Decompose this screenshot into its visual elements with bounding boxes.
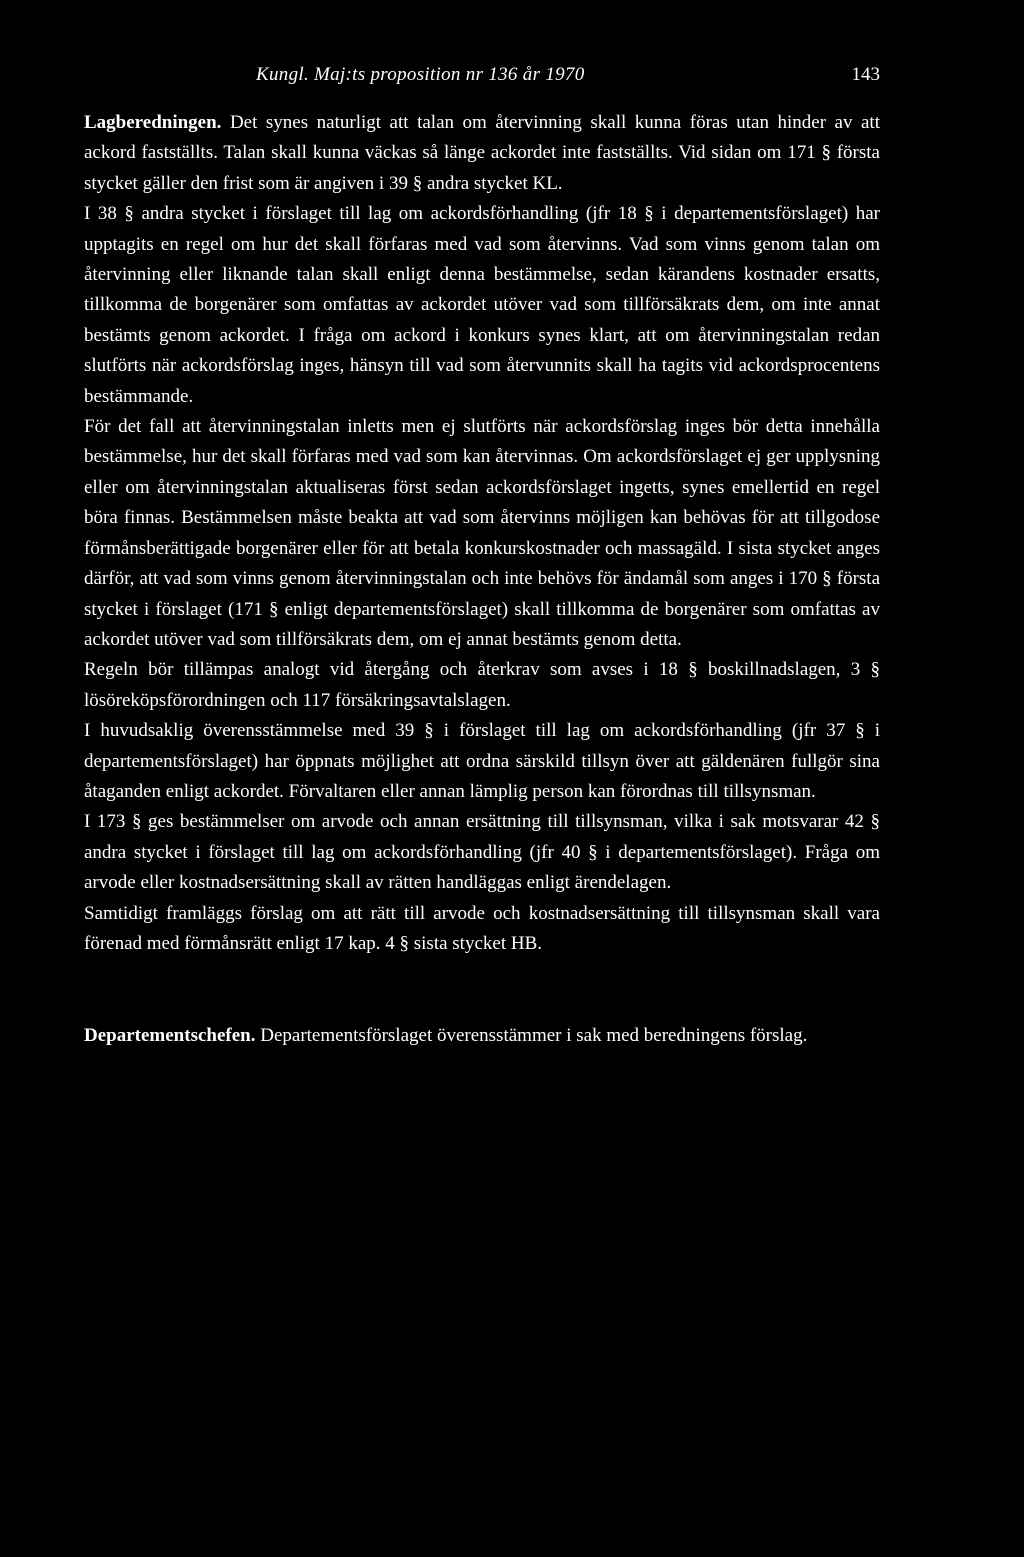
page-number: 143 xyxy=(851,64,880,85)
running-head xyxy=(84,64,880,88)
paragraph xyxy=(84,1021,880,1051)
paragraph: För det fall att återvinningstalan inletts men ej slutförts när ackordsförslag inges bör detta innehålla bestämmelse, hur det skall förfaras med vad som kan återvinnas. Om ackordsförslaget ej ger upplysning eller om återvinningstalan aktualiseras först sedan ackordsförslaget ingetts, synes emellertid en regel böra finnas. Bestämmelsen måste beakta att vad som återvinns möjligen kan behövas för att tillgodose förmånsberättigade borgenärer eller för att betala konkurskostnader och massagäld. I sista stycket anges därför, att vad som vinns genom återvinningstalan och inte behövs för ändamål som anges i 170 § första stycket i förslaget (171 § enligt departementsförslaget) skall tillkomma de borgenärer som omfattas av ackordet utöver vad som tillförsäkrats dem, om ej annat bestämts genom detta. xyxy=(84,416,880,650)
paragraph: I 38 § andra stycket i förslaget till lag om ackordsförhandling (jfr 18 § i departementsförslaget) har upptagits en regel om hur det skall förfaras med vad som återvinns. Vad som vinns genom talan om återvinning eller liknande talan skall enligt denna bestämmelse, sedan kärandens kostnader ersatts, tillkomma de borgenärer som omfattas av ackordet utöver vad som tillförsäkrats dem, om inte annat bestämts genom ackordet. I fråga om ackord i konkurs synes klart, att om återvinningstalan redan slutförts när ackordsförslag inges, hänsyn till vad som återvunnits skall ha tagits vid ackordsprocentens bestämmande. xyxy=(84,203,880,407)
paragraph-text: Det synes naturligt att talan om återvinning skall kunna föras utan hinder av att ackord fastställts. Talan skall kunna väckas så länge ackordet inte fastställts. Vid sidan om 171 § första stycket gäller den frist som är angiven i 39 § andra stycket KL. xyxy=(84,112,880,194)
paragraph-text: Departementsförslaget överensstämmer i sak med beredningens förslag. xyxy=(255,1025,808,1047)
paragraph: Samtidigt framläggs förslag om att rätt till arvode och kostnadsersättning till tillsynsman skall vara förenad med förmånsrätt enligt 17 kap. 4 § sista stycket HB. xyxy=(84,902,880,954)
section-lead-lagberedningen: Lagberedningen. xyxy=(84,112,222,133)
paragraph: I huvudsaklig överensstämmelse med 39 § i förslaget till lag om ackordsförhandling (jfr 37 § i departementsförslaget) har öppnats möjlighet att ordna särskild tillsyn över att gäldenären fullgör sina åtaganden enligt ackordet. Förvaltaren eller annan lämplig person kan förordnas till tillsynsman. xyxy=(84,720,880,802)
section-lead-departementschefen: Departementschefen. xyxy=(84,1025,256,1047)
paragraph xyxy=(84,108,880,199)
paragraph: I 173 § ges bestämmelser om arvode och annan ersättning till tillsynsman, vilka i sak motsvarar 42 § andra stycket i förslaget till lag om ackordsförhandling (jfr 40 § i departementsförslaget). Fråga om arvode eller kostnadsersättning skall av rätten handläggas enligt ärendelagen. xyxy=(84,811,880,894)
body-text xyxy=(84,108,880,1052)
running-title: Kungl. Maj:ts proposition nr 136 år 1970 xyxy=(256,64,585,85)
document-page xyxy=(84,64,880,1052)
paragraph: Regeln bör tillämpas analogt vid återgång och återkrav som avses i 18 § boskillnadslagen, 3 § lösöreköpsförordningen och 117 försäkringsavtalslagen. xyxy=(84,659,880,711)
section-gap xyxy=(84,959,880,1021)
